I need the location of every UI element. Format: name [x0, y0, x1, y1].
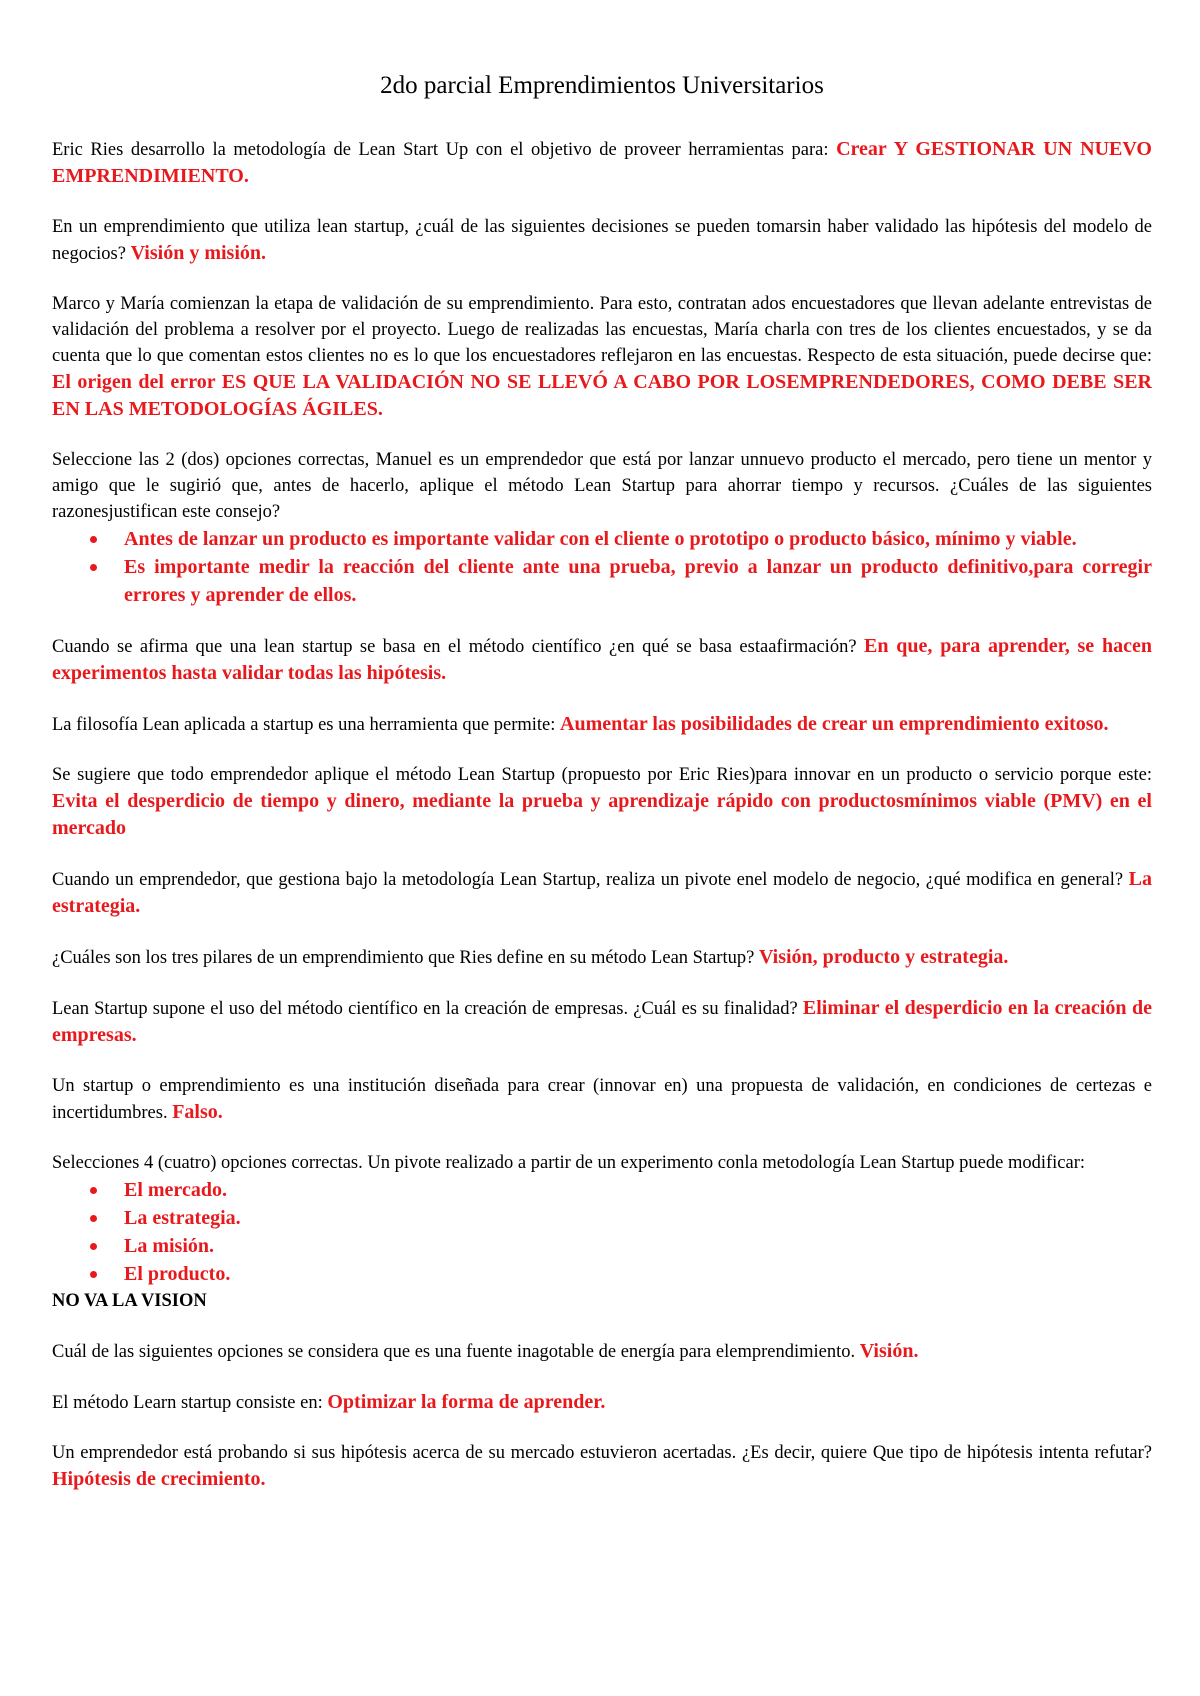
question-15 [52, 1440, 1152, 1493]
answer-text: Eliminar el desperdicio en la creación de empresas. [52, 997, 1152, 1046]
question-14 [52, 1389, 1152, 1416]
question-2 [52, 214, 1152, 267]
answer-list [52, 525, 1152, 609]
list-item [90, 1232, 1152, 1260]
answer-text: La estrategia. [124, 1207, 241, 1229]
answer-text: El origen del error ES QUE LA VALIDACIÓN NO SE LLEVÓ A CABO POR LOSEMPRENDEDORES, COMO DEBE SER EN LAS METODOLOGÍAS ÁGILES. [52, 371, 1152, 420]
document-title: 2do parcial Emprendimientos Universitarios [380, 72, 824, 99]
bullet-icon [90, 1187, 97, 1194]
question-4 [52, 447, 1152, 609]
bullet-icon [90, 536, 97, 543]
answer-text: La estrategia. [52, 868, 1152, 917]
question-text: Un startup o emprendimiento es una institución diseñada para crear (innovar en) una propuesta de validación, en condiciones de certezas e incertidumbres. [52, 1076, 1152, 1123]
question-text: Eric Ries desarrollo la metodología de Lean Start Up con el objetivo de proveer herramientas para: [52, 140, 837, 160]
question-13 [52, 1338, 1152, 1365]
question-3 [52, 291, 1152, 423]
bullet-icon [90, 564, 97, 571]
question-text: El método Learn startup consiste en: [52, 1393, 328, 1413]
list-item [90, 525, 1152, 553]
question-6 [52, 711, 1152, 738]
list-item [90, 1260, 1152, 1288]
note-text: NO VA LA VISION [52, 1291, 207, 1311]
question-text: Cuál de las siguientes opciones se considera que es una fuente inagotable de energía para elemprendimiento. [52, 1342, 860, 1362]
question-text: En un emprendimiento que utiliza lean startup, ¿cuál de las siguientes decisiones se pueden tomarsin haber validado las hipótesis del modelo de negocios? [52, 217, 1152, 264]
answer-text: Evita el desperdicio de tiempo y dinero, mediante la prueba y aprendizaje rápido con productosmínimos viable (PMV) en el mercado [52, 790, 1152, 839]
question-1 [52, 136, 1152, 190]
question-text: Se sugiere que todo emprendedor aplique el método Lean Startup (propuesto por Eric Ries)para innovar en un producto o servicio porque este: [52, 765, 1152, 785]
answer-text: Optimizar la forma de aprender. [327, 1391, 606, 1413]
answer-text: Es importante medir la reacción del cliente ante una prueba, previo a lanzar un producto definitivo,para corregir errores y aprender de ellos. [124, 556, 1152, 606]
question-text: Cuando un emprendedor, que gestiona bajo la metodología Lean Startup, realiza un pivote enel modelo de negocio, ¿qué modifica en general? [52, 870, 1129, 890]
list-item [90, 1176, 1152, 1204]
answer-text: El producto. [124, 1263, 231, 1285]
bullet-icon [90, 1271, 97, 1278]
question-9 [52, 944, 1152, 971]
answer-text: La misión. [124, 1235, 215, 1257]
answer-text: Aumentar las posibilidades de crear un emprendimiento exitoso. [560, 713, 1109, 735]
question-text: Marco y María comienzan la etapa de validación de su emprendimiento. Para esto, contratan ados encuestadores que llevan adelante entrevistas de validación del problema a resolver por el proyecto. Luego de realizadas las encuestas, María charla con tres de los clientes encuestados, y se da cuenta que lo que comentan estos clientes no es lo que los encuestadores reflejaron en las encuestas. Respecto de esta situación, puede decirse que: [52, 294, 1152, 366]
answer-text: Hipótesis de crecimiento. [52, 1468, 266, 1490]
question-text: Un emprendedor está probando si sus hipótesis acerca de su mercado estuvieron acertadas. ¿Es decir, quiere Que tipo de hipótesis intenta refutar? [52, 1443, 1152, 1463]
answer-text: En que, para aprender, se hacen experimentos hasta validar todas las hipótesis. [52, 635, 1152, 684]
answer-text: Falso. [172, 1101, 223, 1123]
answer-list [52, 1176, 1152, 1288]
question-8 [52, 866, 1152, 920]
question-text: Lean Startup supone el uso del método científico en la creación de empresas. ¿Cuál es su finalidad? [52, 999, 803, 1019]
answer-text: Antes de lanzar un producto es importante validar con el cliente o prototipo o producto básico, mínimo y viable. [124, 528, 1077, 550]
question-text: Selecciones 4 (cuatro) opciones correctas. Un pivote realizado a partir de un experimento conla metodología Lean Startup puede modificar: [52, 1153, 1086, 1173]
answer-text: Crear Y GESTIONAR UN NUEVO EMPRENDIMIENTO. [52, 138, 1152, 187]
question-text: Cuando se afirma que una lean startup se basa en el método científico ¿en qué se basa estaafirmación? [52, 637, 864, 657]
answer-text: El mercado. [124, 1179, 227, 1201]
question-text: Seleccione las 2 (dos) opciones correctas, Manuel es un emprendedor que está por lanzar unnuevo producto el mercado, pero tiene un mentor y amigo que le sugirió que, antes de hacerlo, aplique el método Lean Startup para ahorrar tiempo y recursos. ¿Cuáles de las siguientes razonesjustifican este consejo? [52, 450, 1152, 522]
question-7 [52, 762, 1152, 842]
question-text: La filosofía Lean aplicada a startup es una herramienta que permite: [52, 715, 561, 735]
list-item [90, 553, 1152, 609]
question-11 [52, 1073, 1152, 1126]
question-5 [52, 633, 1152, 687]
question-12 [52, 1150, 1152, 1314]
question-text: ¿Cuáles son los tres pilares de un emprendimiento que Ries define en su método Lean Startup? [52, 948, 759, 968]
bullet-icon [90, 1243, 97, 1250]
question-10 [52, 995, 1152, 1049]
answer-text: Visión. [859, 1340, 919, 1362]
answer-text: Visión, producto y estrategia. [758, 946, 1009, 968]
bullet-icon [90, 1215, 97, 1222]
list-item [90, 1204, 1152, 1232]
answer-text: Visión y misión. [130, 242, 267, 264]
